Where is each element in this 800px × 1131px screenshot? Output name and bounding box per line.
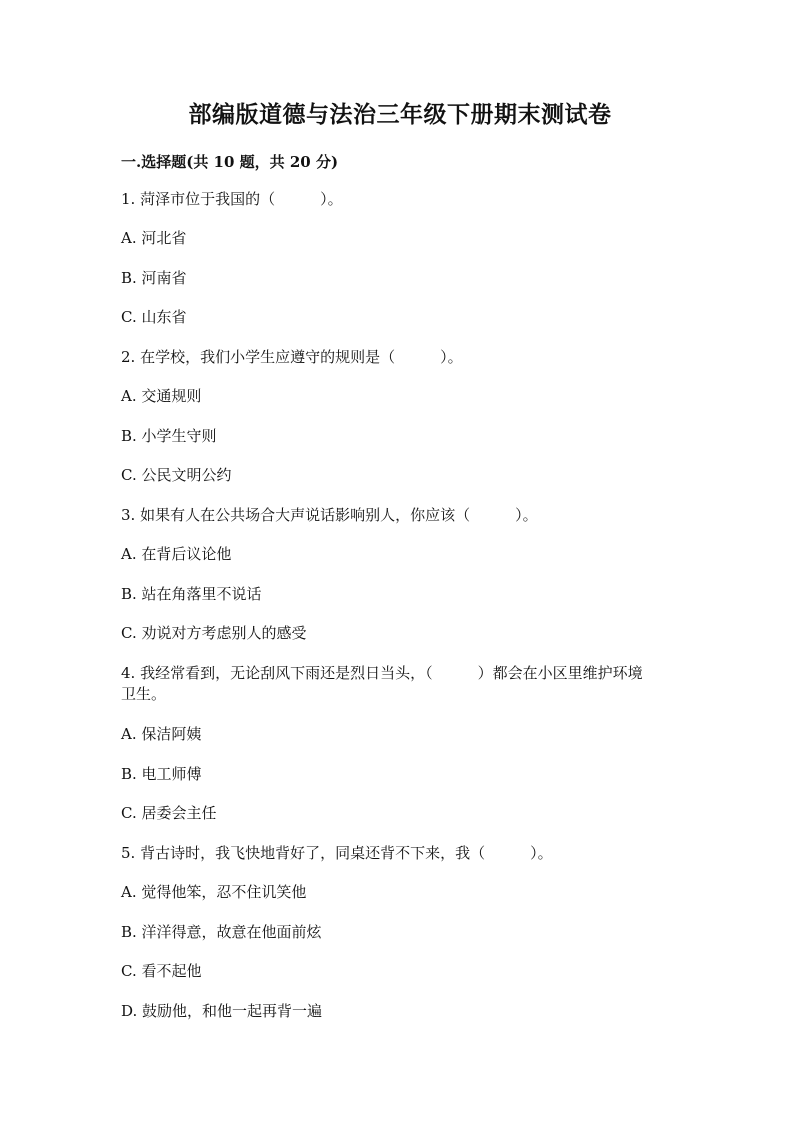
question-2-option-a: A. 交通规则 bbox=[121, 387, 202, 405]
question-1-option-b: B. 河南省 bbox=[121, 269, 187, 287]
question-2-option-c: C. 公民文明公约 bbox=[121, 466, 232, 484]
question-5-option-c: C. 看不起他 bbox=[121, 962, 202, 980]
question-3-option-a: A. 在背后议论他 bbox=[121, 545, 232, 563]
question-5-option-b: B. 洋洋得意，故意在他面前炫 bbox=[121, 923, 322, 941]
question-1-option-c: C. 山东省 bbox=[121, 308, 187, 326]
question-4-option-b: B. 电工师傅 bbox=[121, 765, 202, 783]
question-2-stem: 2. 在学校，我们小学生应遵守的规则是（ ）。 bbox=[121, 348, 463, 366]
section-heading: 一.选择题(共 10 题，共 20 分) bbox=[121, 153, 339, 171]
question-1-stem: 1. 菏泽市位于我国的（ ）。 bbox=[121, 190, 343, 208]
question-5-stem: 5. 背古诗时，我飞快地背好了，同桌还背不下来，我（ ）。 bbox=[121, 844, 553, 862]
question-3-option-c: C. 劝说对方考虑别人的感受 bbox=[121, 624, 307, 642]
question-4-stem-line-1: 4. 我经常看到，无论刮风下雨还是烈日当头，（ ）都会在小区里维护环境 bbox=[121, 664, 643, 682]
question-1-option-a: A. 河北省 bbox=[121, 229, 187, 247]
question-3-stem: 3. 如果有人在公共场合大声说话影响别人，你应该（ ）。 bbox=[121, 506, 538, 524]
question-4-stem-line-2: 卫生。 bbox=[121, 685, 167, 703]
question-5-option-a: A. 觉得他笨，忍不住讥笑他 bbox=[121, 883, 307, 901]
document-title: 部编版道德与法治三年级下册期末测试卷 bbox=[188, 101, 612, 128]
question-3-option-b: B. 站在角落里不说话 bbox=[121, 585, 262, 603]
question-4-option-a: A. 保洁阿姨 bbox=[121, 725, 202, 743]
question-2-option-b: B. 小学生守则 bbox=[121, 427, 217, 445]
question-4-option-c: C. 居委会主任 bbox=[121, 804, 217, 822]
question-5-option-d: D. 鼓励他，和他一起再背一遍 bbox=[121, 1002, 323, 1020]
